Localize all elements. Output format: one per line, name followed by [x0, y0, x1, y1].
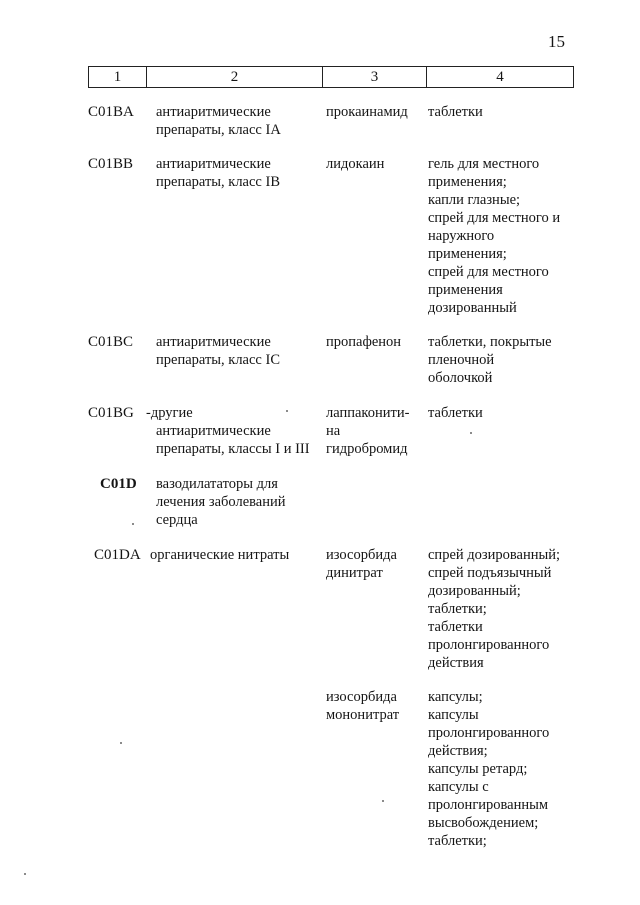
drug-name-cell	[326, 546, 426, 582]
dosage-form-line: дозированный;	[428, 583, 521, 599]
table-header-row	[88, 66, 574, 88]
scan-speck	[286, 410, 288, 412]
header-col-2: 2	[146, 67, 322, 87]
dosage-form-line: применения;	[428, 246, 507, 262]
dosage-form-line: капсулы;	[428, 689, 483, 705]
drug-name-cell	[326, 333, 426, 351]
scan-speck	[120, 742, 122, 744]
drug-name-cell	[326, 155, 426, 173]
group-name-cell	[146, 404, 316, 458]
drug-name-cell	[326, 103, 426, 121]
group-name-line: препараты, классы I и III	[156, 441, 310, 457]
dosage-forms-cell	[428, 333, 572, 387]
group-name-line: лечения заболеваний	[156, 494, 286, 510]
dosage-forms-cell	[428, 404, 572, 422]
atc-code-cell: C01BB	[88, 156, 134, 172]
drug-name-cell	[326, 688, 426, 724]
header-col-1: 1	[88, 67, 146, 87]
drug-name-line: лидокаин	[326, 156, 385, 172]
dosage-form-line: пролонгированного	[428, 637, 550, 653]
drug-name-line: лаппаконити-	[326, 405, 410, 421]
atc-code-cell: C01BA	[88, 104, 134, 120]
group-name-cell	[156, 475, 316, 529]
group-name-cell	[156, 103, 306, 139]
atc-code-cell: C01DA	[94, 547, 141, 563]
dosage-form-line: оболочкой	[428, 370, 493, 386]
dosage-form-line: дозированный	[428, 300, 517, 316]
dosage-form-line: наружного	[428, 228, 495, 244]
dosage-form-line: спрей для местного и	[428, 210, 561, 226]
group-name-line: органические нитраты	[150, 547, 290, 563]
page-number: 15	[548, 32, 565, 51]
drug-name-line: на	[326, 423, 341, 439]
group-name-line: препараты, класс IA	[156, 122, 281, 138]
header-col-3: 3	[322, 67, 426, 87]
dosage-forms-cell	[428, 103, 572, 121]
dosage-form-line: применения;	[428, 174, 507, 190]
group-name-line: препараты, класс IB	[156, 174, 280, 190]
group-name-line: антиаритмические	[156, 104, 271, 120]
group-name-line: вазодилататоры для	[156, 476, 278, 492]
dosage-form-line: пролонгированным	[428, 797, 549, 813]
dosage-form-line	[428, 155, 572, 173]
header-col-4: 4	[426, 67, 574, 87]
scan-speck	[470, 432, 472, 434]
scan-speck	[24, 873, 26, 875]
drug-name-line: прокаинамид	[326, 104, 408, 120]
drug-name-line: гидробромид	[326, 441, 408, 457]
group-name-line: -другие	[146, 405, 193, 421]
dosage-forms-cell	[428, 688, 572, 850]
scan-speck	[382, 800, 384, 802]
dosage-form-line: таблетки	[428, 619, 483, 635]
dosage-form-text: гель для местного	[428, 156, 540, 172]
group-name-cell	[156, 333, 306, 369]
dosage-form-line: таблетки;	[428, 601, 487, 617]
dosage-form-line: пленочной	[428, 352, 495, 368]
drug-name-line: изосорбида	[326, 689, 397, 705]
drug-name-line: динитрат	[326, 565, 383, 581]
group-name-line: препараты, класс IC	[156, 352, 280, 368]
dosage-form-line: высвобождением;	[428, 815, 539, 831]
dosage-form-line: таблетки, покрытые	[428, 334, 552, 350]
atc-code-cell: C01BC	[88, 334, 134, 350]
drug-name-line: изосорбида	[326, 547, 397, 563]
dosage-forms-cell	[428, 546, 572, 672]
dosage-form-line: капсулы	[428, 707, 479, 723]
drug-name-line: пропафенон	[326, 334, 402, 350]
dosage-form-line: таблетки	[428, 405, 483, 421]
scan-speck	[132, 523, 134, 525]
dosage-forms-cell	[428, 155, 572, 317]
group-name-cell	[150, 546, 320, 564]
group-name-line: антиаритмические	[156, 156, 271, 172]
dosage-form-line: пролонгированного	[428, 725, 550, 741]
dosage-form-line: действия	[428, 655, 484, 671]
group-name-line: сердца	[156, 512, 198, 528]
dosage-form-line: спрей для местного	[428, 264, 549, 280]
group-name-line: антиаритмические	[156, 334, 271, 350]
drug-name-line: мононитрат	[326, 707, 400, 723]
dosage-form-line: спрей дозированный;	[428, 547, 561, 563]
dosage-form-line: таблетки	[428, 104, 483, 120]
dosage-form-line: капли глазные;	[428, 192, 521, 208]
dosage-form-line: капсулы ретард;	[428, 761, 528, 777]
group-name-cell	[156, 155, 306, 191]
atc-code-cell: C01BG	[88, 405, 134, 421]
dosage-form-line: действия;	[428, 743, 488, 759]
group-name-line: антиаритмические	[156, 423, 271, 439]
atc-code-cell: C01D	[100, 476, 137, 492]
dosage-form-line: спрей подъязычный	[428, 565, 552, 581]
dosage-form-line: капсулы с	[428, 779, 489, 795]
dosage-form-line: таблетки;	[428, 833, 487, 849]
dosage-form-line: применения	[428, 282, 503, 298]
drug-name-cell	[326, 404, 426, 458]
